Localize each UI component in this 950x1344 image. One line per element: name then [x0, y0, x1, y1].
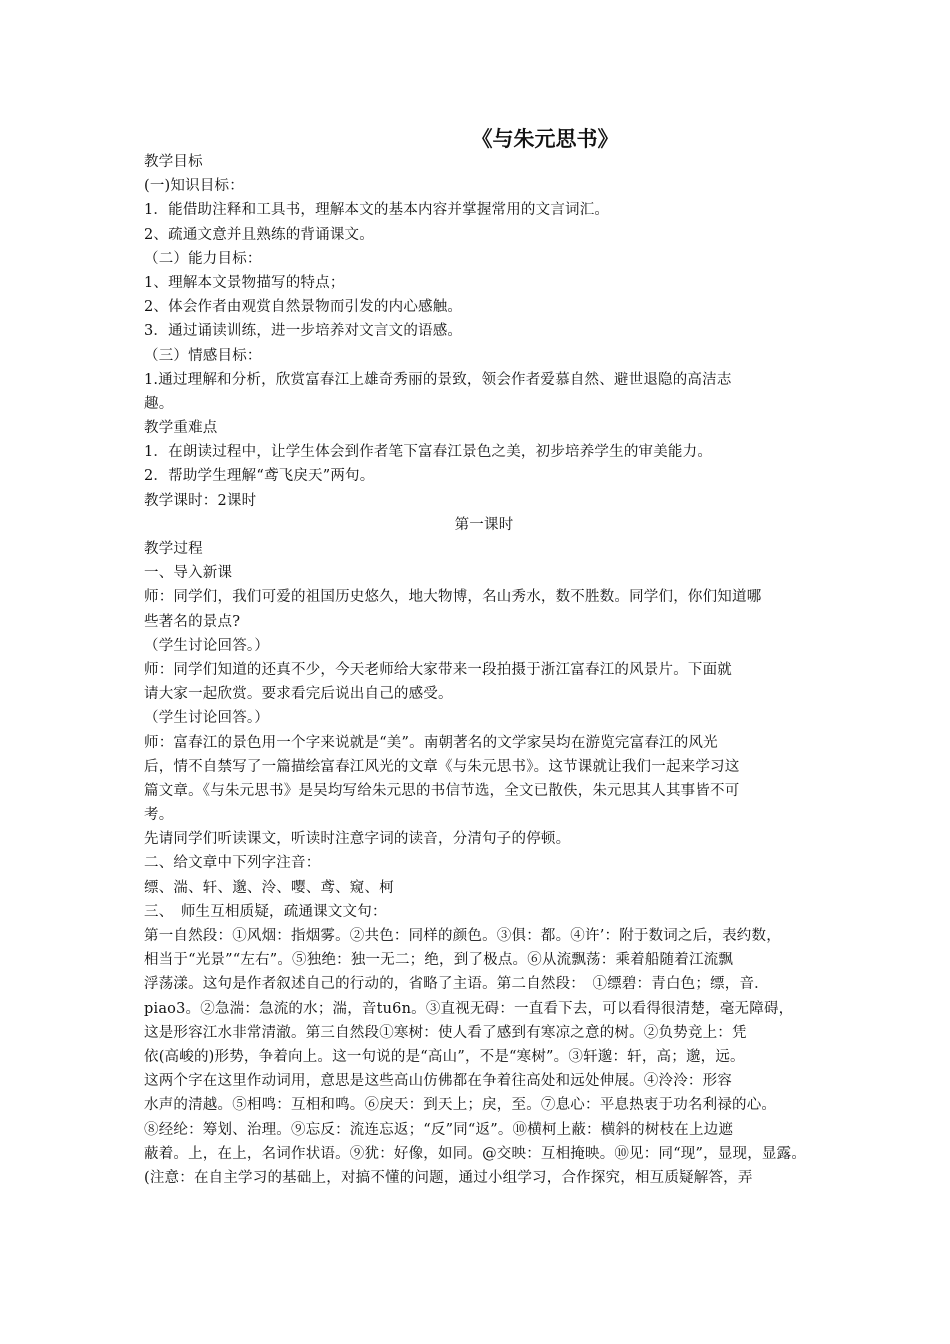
text-line: 一、导入新课	[144, 565, 233, 582]
text-line: （二）能力目标：	[144, 250, 262, 267]
text-line: 教学过程	[144, 541, 203, 557]
text-line: 浮荡漾。这句是作者叙述自己的行动的，省略了主语。第二自然段： ①缥碧：青白色；缥，音．	[144, 976, 769, 993]
text-line: ⑧经纶：筹划、治理。⑨忘反：流连忘返；“反”同“返”。⑩横柯上蔽：横斜的树枝在上边遮	[144, 1121, 734, 1138]
text-line: 3．通过诵读训练，进一步培养对文言文的语感。	[144, 323, 463, 340]
text-line: 教学重难点	[144, 420, 218, 437]
text-line: 第一自然段：①风烟：指烟雾。②共色：同样的颜色。③俱：都。④许’：附于数词之后，表约数，	[144, 928, 781, 944]
text-line: 依(高峻的)形势，争着向上。这一句说的是“高山”，不是“寒树”。③轩邈：轩，高；邈，远。	[144, 1048, 745, 1065]
text-line: 趣。	[144, 395, 174, 412]
text-line: 相当于“光景”“左右”。⑤独绝：独一无二；绝，到了极点。⑥从流飘荡：乘着船随着江流飘	[144, 952, 734, 969]
text-line: 蔽着。上，在上，名词作状语。⑨犹：好像，如同。@交映：互相掩映。⑩见：同“现”，显现，显露。	[144, 1145, 807, 1162]
text-line: 水声的清越。⑤相鸣：互相和鸣。⑥戾天：到天上；戾，至。⑦息心：平息热衷于功名利禄的心。	[144, 1097, 777, 1114]
text-line: 篇文章。《与朱元思书》是吴均写给朱元思的书信节选，全文已散佚，朱元思其人其事皆不可	[144, 782, 740, 799]
text-line: 2、疏通文意并且熟练的背诵课文。	[144, 226, 374, 243]
text-line: (一)知识目标：	[144, 178, 244, 195]
text-line: 考。	[144, 807, 174, 824]
text-line: 1．在朗读过程中，让学生体会到作者笔下富春江景色之美，初步培养学生的审美能力。	[144, 444, 713, 461]
text-line: 先请同学们听读课文，听读时注意字词的读音，分清句子的停顿。	[144, 831, 571, 848]
text-line: （三）情感目标：	[144, 347, 262, 364]
text-line: 师：富春江的景色用一个字来说就是“美”。南朝著名的文学家吴均在游览完富春江的风光	[144, 734, 718, 751]
text-line: 三、 师生互相质疑，疏通课文文句：	[144, 903, 387, 920]
text-line: 这两个字在这里作动词用，意思是这些高山仿佛都在争着往高处和远处伸展。④泠泠：形容	[144, 1073, 732, 1090]
text-line: (注意：在自主学习的基础上，对搞不懂的问题，通过小组学习，合作探究，相互质疑解答，弄	[144, 1169, 753, 1186]
text-line: 些著名的景点?	[144, 613, 241, 630]
text-line: 1．能借助注释和工具书，理解本文的基本内容并掌握常用的文言词汇。	[144, 202, 610, 219]
document-body	[144, 150, 807, 1190]
text-line: 请大家一起欣赏。要求看完后说出自己的感受。	[144, 686, 453, 703]
text-line: 缥、湍、轩、邈、泠、嘤、鸢、窥、柯	[144, 879, 394, 896]
text-line: 2、体会作者由观赏自然景物而引发的内心感触。	[144, 299, 463, 316]
text-line: 后，情不自禁写了一篇描绘富春江风光的文章《与朱元思书》。这节课就让我们一起来学习这	[144, 758, 740, 775]
section-heading: 第一课时	[454, 516, 514, 533]
text-line: 2．帮助学生理解“鸢飞戾天”两句。	[144, 468, 375, 485]
text-line: 这是形容江水非常清澈。第三自然段①寒树：使人看了感到有寒凉之意的树。②负势竞上：凭	[144, 1024, 747, 1041]
text-line: 教学目标	[144, 154, 203, 170]
text-line: （学生讨论回答。）	[144, 710, 270, 727]
text-line: （学生讨论回答。）	[144, 637, 270, 654]
text-line: piao3。②急湍：急流的水；湍，音tu6n。③直视无碍：一直看下去，可以看得很清楚，毫无障碍，	[144, 1000, 794, 1017]
text-line: 师：同学们，我们可爱的祖国历史悠久，地大物博，名山秀水，数不胜数。同学们，你们知道哪	[144, 589, 762, 606]
text-line: 1、理解本文景物描写的特点；	[144, 274, 345, 291]
text-line: 1.通过理解和分析，欣赏富春江上雄奇秀丽的景致，领会作者爱慕自然、避世退隐的高洁志	[144, 371, 732, 388]
document-title: 《与朱元思书》	[471, 126, 619, 151]
text-line: 师：同学们知道的还真不少，今天老师给大家带来一段拍摄于浙江富春江的风景片。下面就	[144, 661, 732, 678]
text-line: 二、给文章中下列字注音：	[144, 855, 321, 872]
text-line: 教学课时：2课时	[144, 492, 257, 509]
